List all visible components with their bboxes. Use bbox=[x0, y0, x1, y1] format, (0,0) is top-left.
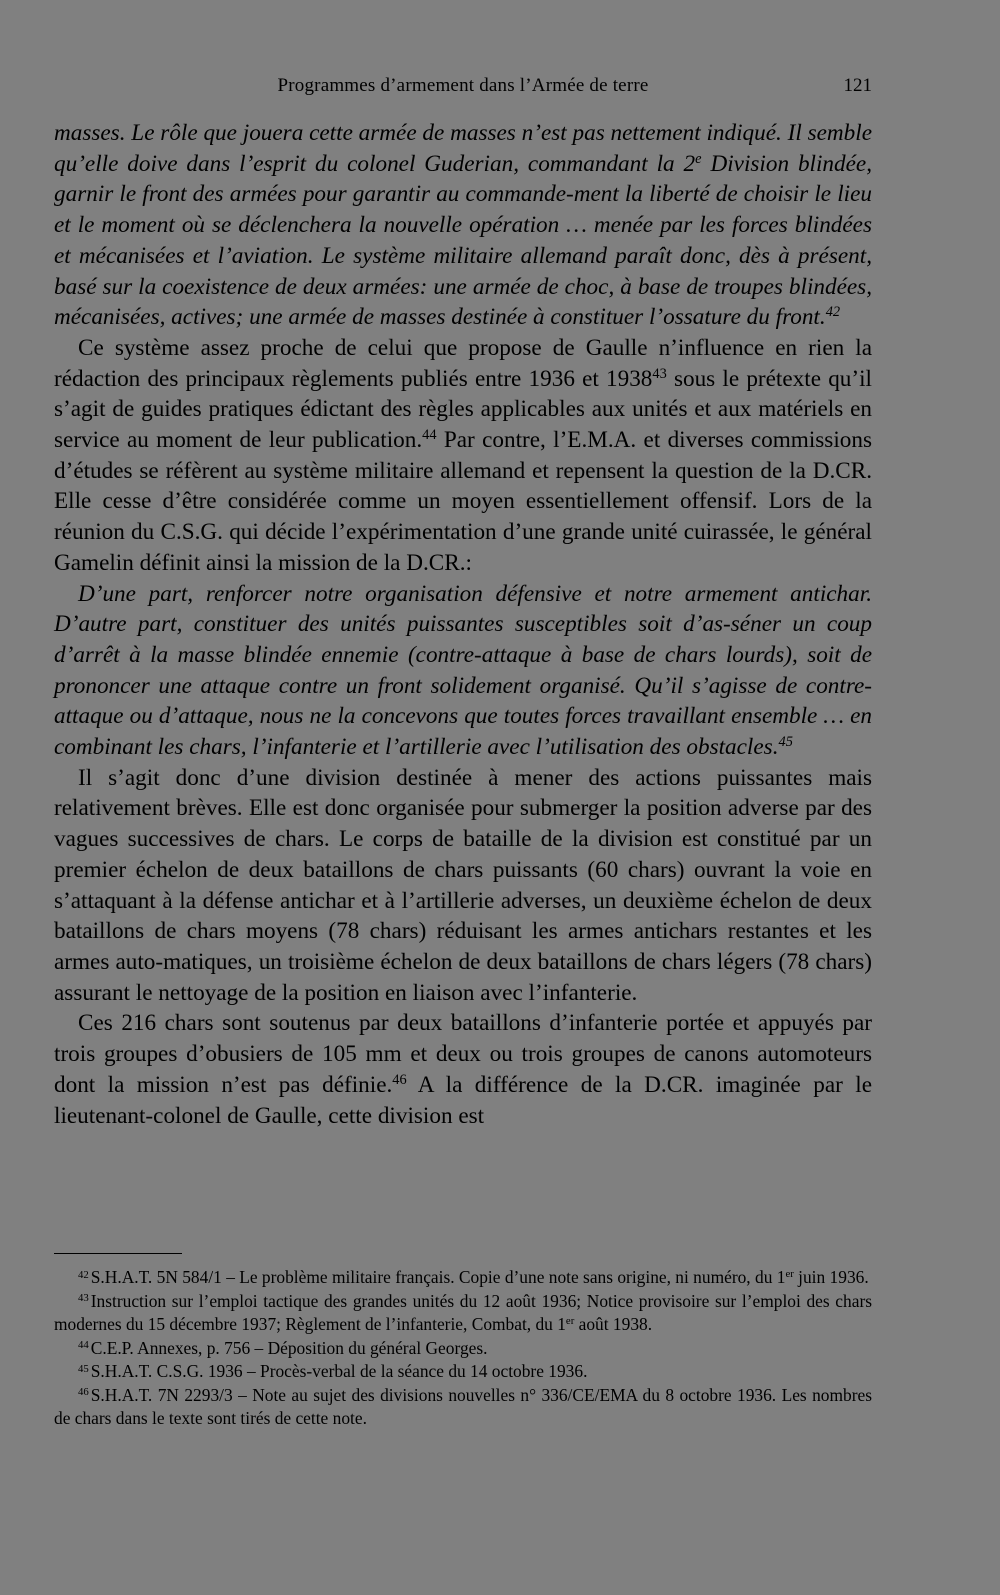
footnote-ref-44: 44 bbox=[422, 427, 437, 444]
footnote-divider bbox=[54, 1253, 182, 1254]
footnote bbox=[54, 1360, 872, 1384]
footnote-text-tail: août 1938. bbox=[574, 1314, 653, 1334]
text-run: Division blindée, garnir le front des armées pour garantir au commande-ment la liberté de choisir le lieu et le moment où se déclenchera la nouvelle opération … menée par les forces blindées et mécanisées et l’aviation. Le système militaire allemand paraît donc, dès à présent, basé sur la coexistence de deux armées: une armée de choc, à base de troupes blindées, mécanisées, actives; une armée de masses destinée à constituer l’ossature du front. bbox=[54, 150, 873, 331]
text-run: A la différence de la D.CR. imaginée par le lieutenant-colonel de Gaulle, cette division est bbox=[54, 1071, 872, 1129]
footnote-ref-45: 45 bbox=[778, 734, 793, 751]
footnote-number: 45 bbox=[78, 1362, 89, 1375]
footnote-number: 42 bbox=[78, 1268, 89, 1281]
running-title: Programmes d’armement dans l’Armée de terre bbox=[277, 75, 649, 96]
footnote bbox=[54, 1337, 872, 1361]
running-head bbox=[54, 70, 872, 102]
footnote-text: C.E.P. Annexes, p. 756 – Déposition du général Georges. bbox=[90, 1337, 488, 1358]
footnote-number: 43 bbox=[78, 1292, 89, 1305]
footnote-text: S.H.A.T. 7N 2293/3 – Note au sujet des divisions nouvelles n° 336/CE/EMA du 8 octobre 1936. Les nombres de chars dans le texte sont tirés de cette note. bbox=[54, 1384, 872, 1428]
text-run: sous le prétexte qu’il s’agit de guides pratiques édictant des règles applicables aux unités et aux matériels en service au moment de leur publication. bbox=[54, 365, 872, 454]
text-run: Ces 216 chars sont soutenus par deux bataillons d’infanterie portée et appuyés par trois groupes d’obusiers de 105 mm et deux ou trois groupes de canons automoteurs dont la mission n’est pas définie. bbox=[54, 1010, 872, 1098]
footnote-number: 44 bbox=[78, 1339, 89, 1352]
footnote-number: 46 bbox=[78, 1386, 89, 1399]
paragraph bbox=[54, 1008, 872, 1131]
paragraph-continued-quote bbox=[54, 118, 872, 333]
superscript: er bbox=[565, 1315, 575, 1328]
text-run: masses. Le rôle que jouera cette armée de masses n’est pas nettement indiqué. Il semble qu’elle doive dans l’esprit du colonel Guderian, commandant la 2 bbox=[54, 120, 872, 177]
footnotes bbox=[54, 1266, 872, 1431]
text-run: Il s’agit donc d’une division destinée à mener des actions puissantes mais relativement brèves. Elle est donc organisée pour submerger la position adverse par des vagues successives de chars. Le corps de bataille de la division est constitué par un premier échelon de deux bataillons de chars puissants (60 chars) ouvrant la voie en s’attaquant à la défense antichar et à l’artillerie adverses, un deuxième échelon de deux bataillons de chars moyens (78 chars) réduisant les armes antichars restantes et les armes auto-matiques, un troisième échelon de deux bataillons de chars légers (78 chars) assurant le nettoyage de la position en liaison avec l’infanterie. bbox=[54, 764, 872, 1006]
footnote bbox=[54, 1290, 872, 1337]
superscript: er bbox=[785, 1268, 794, 1281]
paragraph-quote bbox=[54, 579, 872, 763]
superscript: e bbox=[695, 150, 702, 167]
paragraph bbox=[54, 763, 872, 1009]
main-text bbox=[54, 118, 872, 1131]
text-run: D’une part, renforcer notre organisation défensive et notre armement antichar. D’autre part, constituer des unités puissantes susceptibles soit d’as-séner un coup d’arrêt à la masse blindée ennemie (contre-attaque à base de chars lourds), soit de prononcer une attaque contre un front solidement organisé. Qu’il s’agisse de contre-attaque ou d’attaque, nous ne la concevons que toutes forces travaillant ensemble … en combinant les chars, l’infanterie et l’artillerie avec l’utilisation des obstacles. bbox=[54, 580, 872, 761]
page-number: 121 bbox=[843, 75, 872, 96]
footnote-ref-42: 42 bbox=[825, 304, 841, 321]
footnote-text: S.H.A.T. C.S.G. 1936 – Procès-verbal de la séance du 14 octobre 1936. bbox=[90, 1361, 588, 1381]
footnote bbox=[54, 1384, 872, 1431]
footnote bbox=[54, 1266, 872, 1290]
footnote-text: Instruction sur l’emploi tactique des grandes unités du 12 août 1936; Notice provisoire sur l’emploi des chars modernes du 15 décembre 1937; Règlement de l’infanterie, Combat, du 1 bbox=[54, 1290, 872, 1334]
paragraph bbox=[54, 333, 872, 579]
footnote-ref-46: 46 bbox=[392, 1071, 407, 1088]
footnote-text: S.H.A.T. 5N 584/1 – Le problème militaire français. Copie d’une note sans origine, ni numéro, du 1 bbox=[90, 1267, 786, 1287]
text-run: Ce système assez proche de celui que propose de Gaulle n’influence en rien la rédaction des principaux règlements publiés entre 1936 et 1938 bbox=[54, 334, 872, 392]
footnote-text-tail: juin 1936. bbox=[793, 1267, 869, 1287]
text-run: Par contre, l’E.M.A. et diverses commissions d’études se réfèrent au système militaire allemand et repensent la question de la D.CR. Elle cesse d’être considérée comme un moyen essentiellement offensif. Lors de la réunion du C.S.G. qui décide l’expérimentation d’une grande unité cuirassée, le général Gamelin définit ainsi la mission de la D.CR.: bbox=[54, 427, 872, 576]
footnote-ref-43: 43 bbox=[652, 365, 667, 382]
